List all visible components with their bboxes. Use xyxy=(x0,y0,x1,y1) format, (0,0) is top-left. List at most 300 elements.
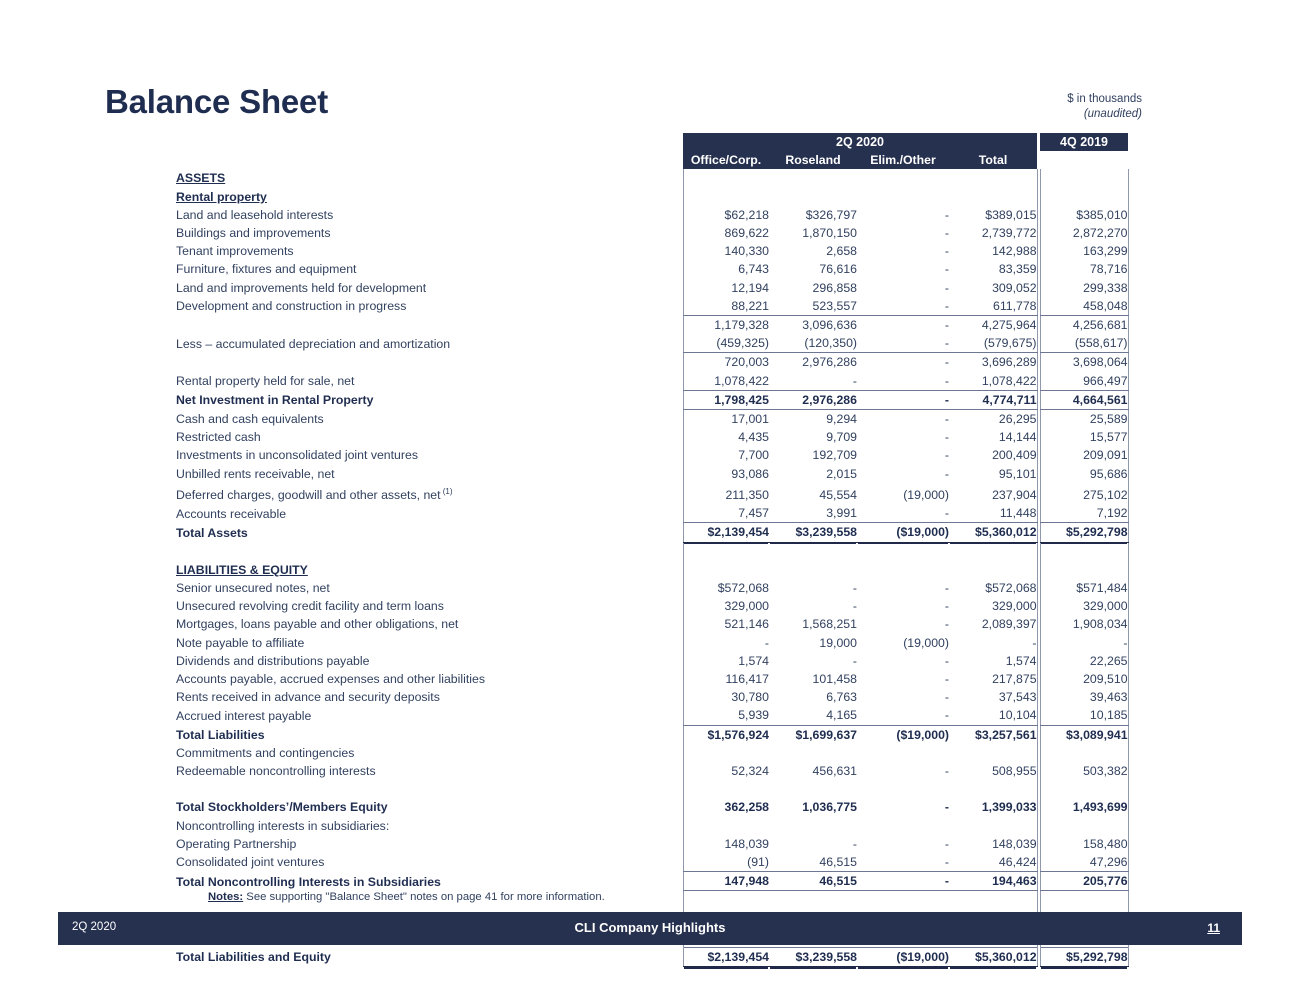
row-value xyxy=(949,688,1037,706)
row-prior-value-text: 503,382 xyxy=(1083,763,1128,778)
table-spacer-row xyxy=(176,780,1128,798)
row-value-text: - xyxy=(944,466,949,481)
section-heading-text: ASSETS xyxy=(176,171,226,186)
footnote-marker: (1) xyxy=(440,486,453,496)
row-value xyxy=(949,465,1037,483)
row-value-text: 521,146 xyxy=(724,617,769,632)
table-body xyxy=(176,169,1128,966)
row-value-text: (459,325) xyxy=(716,336,769,351)
spacer-label xyxy=(176,780,683,798)
row-value xyxy=(949,334,1037,353)
row-prior-value-text: 329,000 xyxy=(1083,599,1128,614)
row-prior-value-text: 22,265 xyxy=(1089,653,1128,668)
row-value-text: 95,101 xyxy=(998,466,1037,481)
row-value-text: ($19,000) xyxy=(896,949,949,964)
row-label-text: Note payable to affiliate xyxy=(176,635,305,650)
row-prior-value xyxy=(1040,279,1128,297)
row-prior-value xyxy=(1040,817,1128,835)
row-value-text: - xyxy=(944,448,949,463)
row-label xyxy=(176,390,683,409)
table-header-group xyxy=(176,133,1128,169)
row-value-text: 3,096,636 xyxy=(802,318,857,333)
row-value xyxy=(949,652,1037,670)
row-value xyxy=(949,725,1037,744)
row-label-text: Dividends and distributions payable xyxy=(176,653,370,668)
row-prior-value-text: $3,089,941 xyxy=(1065,727,1128,742)
row-value xyxy=(857,372,949,391)
row-value-text: 2,658 xyxy=(826,244,857,259)
row-label xyxy=(176,224,683,242)
row-value xyxy=(857,410,949,429)
row-prior-value-text: $571,484 xyxy=(1076,580,1128,595)
row-value xyxy=(949,410,1037,429)
row-value xyxy=(769,260,857,278)
row-value-text: 329,000 xyxy=(724,599,769,614)
row-value-text: $3,257,561 xyxy=(974,727,1037,742)
spacer-value xyxy=(683,891,769,910)
row-value xyxy=(857,297,949,316)
row-value xyxy=(857,579,949,597)
row-value-text: 17,001 xyxy=(731,412,769,427)
table-section-heading-row xyxy=(176,169,1128,187)
row-value xyxy=(683,297,769,316)
table-row xyxy=(176,579,1128,597)
row-prior-value-text: 15,577 xyxy=(1089,430,1128,445)
table-row xyxy=(176,242,1128,260)
row-value xyxy=(949,523,1037,542)
row-value-text: - xyxy=(944,262,949,277)
row-value xyxy=(769,523,857,542)
table-row xyxy=(176,428,1128,446)
row-value-text: - xyxy=(944,708,949,723)
row-prior-value xyxy=(1040,334,1128,353)
table-row xyxy=(176,634,1128,652)
row-value xyxy=(683,652,769,670)
row-value xyxy=(769,353,857,372)
row-prior-value-text: 2,872,270 xyxy=(1072,226,1128,241)
row-prior-value-text: 10,185 xyxy=(1089,708,1128,723)
row-value-text: 88,221 xyxy=(731,298,769,313)
row-label-text: Senior unsecured notes, net xyxy=(176,580,330,595)
row-value xyxy=(949,835,1037,853)
table-row xyxy=(176,688,1128,706)
row-value xyxy=(949,597,1037,615)
row-value xyxy=(769,169,857,187)
row-value xyxy=(683,390,769,409)
spacer-value xyxy=(949,542,1037,561)
row-value xyxy=(857,523,949,542)
row-value-text: 192,709 xyxy=(812,448,857,463)
row-value-text: 46,515 xyxy=(819,874,857,889)
row-value-text: 148,039 xyxy=(992,836,1037,851)
row-value xyxy=(769,579,857,597)
row-prior-value xyxy=(1040,188,1128,206)
row-label xyxy=(176,410,683,429)
row-value xyxy=(683,744,769,762)
row-prior-value xyxy=(1040,410,1128,429)
table-row xyxy=(176,853,1128,872)
row-label xyxy=(176,372,683,391)
row-label xyxy=(176,334,683,353)
row-label-text: Noncontrolling interests in subsidiaries: xyxy=(176,818,390,833)
row-value xyxy=(949,279,1037,297)
row-value-text: 1,036,775 xyxy=(802,800,857,815)
row-label-text: Mortgages, loans payable and other obligations, net xyxy=(176,617,459,632)
row-label-text: Less – accumulated depreciation and amortization xyxy=(176,336,451,351)
table-row xyxy=(176,279,1128,297)
table-row xyxy=(176,206,1128,224)
row-prior-value xyxy=(1040,798,1128,816)
row-value xyxy=(769,798,857,816)
spacer-label xyxy=(176,542,683,561)
row-value xyxy=(949,504,1037,523)
row-value xyxy=(769,316,857,335)
row-value-text: 1,574 xyxy=(1005,653,1037,668)
row-value-text: - xyxy=(944,430,949,445)
row-value xyxy=(683,446,769,464)
row-value-text: - xyxy=(944,671,949,686)
row-label xyxy=(176,279,683,297)
table-row xyxy=(176,725,1128,744)
row-value-text: (19,000) xyxy=(903,487,949,502)
row-value-text: 4,275,964 xyxy=(981,318,1037,333)
row-value-text: 6,743 xyxy=(738,262,769,277)
row-label xyxy=(176,446,683,464)
row-label-text: Accrued interest payable xyxy=(176,708,312,723)
row-value-text: $3,239,558 xyxy=(795,525,857,540)
row-value-text: 2,976,286 xyxy=(802,355,857,370)
row-value xyxy=(857,260,949,278)
row-prior-value-text: 47,296 xyxy=(1089,854,1128,869)
row-value-text: 456,631 xyxy=(812,763,857,778)
row-value xyxy=(857,597,949,615)
row-value-text: - xyxy=(944,653,949,668)
row-value-text: ($19,000) xyxy=(896,525,949,540)
row-value-text: 296,858 xyxy=(812,280,857,295)
row-value-text: 46,515 xyxy=(819,854,857,869)
row-value xyxy=(683,670,769,688)
row-value xyxy=(683,410,769,429)
column-header-elim-other: Elim./Other xyxy=(857,151,949,169)
row-prior-value-text: $5,292,798 xyxy=(1065,525,1128,540)
row-label xyxy=(176,762,683,780)
column-header-blank xyxy=(176,151,683,169)
row-value xyxy=(949,634,1037,652)
row-value xyxy=(683,372,769,391)
row-label xyxy=(176,206,683,224)
row-value-text: 26,295 xyxy=(998,412,1037,427)
row-label xyxy=(176,947,683,966)
row-value xyxy=(857,762,949,780)
table-row xyxy=(176,316,1128,335)
row-prior-value xyxy=(1040,446,1128,464)
table-row xyxy=(176,483,1128,504)
row-value-text: 45,554 xyxy=(819,487,857,502)
row-value xyxy=(857,446,949,464)
row-value-text: - xyxy=(944,412,949,427)
row-value xyxy=(769,279,857,297)
row-value-text: 200,409 xyxy=(992,448,1037,463)
row-value-text: - xyxy=(944,599,949,614)
row-value xyxy=(949,615,1037,633)
row-prior-value xyxy=(1040,706,1128,725)
units-currency: $ in thousands xyxy=(1067,93,1142,105)
row-value-text: $572,068 xyxy=(985,580,1037,595)
row-value-text: 329,000 xyxy=(992,599,1037,614)
row-value xyxy=(683,706,769,725)
row-label xyxy=(176,242,683,260)
units-note xyxy=(1067,92,1142,122)
row-value-text: 19,000 xyxy=(819,635,857,650)
table-row xyxy=(176,652,1128,670)
row-value-text: 83,359 xyxy=(998,262,1037,277)
row-prior-value xyxy=(1040,561,1128,579)
row-value xyxy=(949,428,1037,446)
row-value xyxy=(769,483,857,504)
row-value xyxy=(769,725,857,744)
row-value xyxy=(683,523,769,542)
row-value xyxy=(683,725,769,744)
row-prior-value-text: 205,776 xyxy=(1083,874,1128,889)
row-value-text: $572,068 xyxy=(717,580,769,595)
row-label xyxy=(176,260,683,278)
row-value-text: 1,870,150 xyxy=(802,226,857,241)
row-value xyxy=(857,947,949,966)
row-value xyxy=(769,428,857,446)
row-prior-value xyxy=(1040,316,1128,335)
row-label xyxy=(176,652,683,670)
row-value-text: 194,463 xyxy=(992,874,1037,889)
row-value xyxy=(769,688,857,706)
row-value xyxy=(857,316,949,335)
row-label xyxy=(176,169,683,187)
row-value xyxy=(857,465,949,483)
row-value xyxy=(857,504,949,523)
row-value xyxy=(857,634,949,652)
row-value xyxy=(949,188,1037,206)
row-value xyxy=(857,334,949,353)
table-row xyxy=(176,615,1128,633)
row-value-text: - xyxy=(944,355,949,370)
row-value xyxy=(683,835,769,853)
spacer-prior xyxy=(1040,891,1128,910)
row-value-text: (579,675) xyxy=(983,336,1037,351)
row-prior-value-text: 299,338 xyxy=(1083,280,1128,295)
row-value-text: 5,939 xyxy=(738,708,769,723)
table-row xyxy=(176,372,1128,391)
row-value-text: 1,568,251 xyxy=(802,617,857,632)
row-label-text: Rents received in advance and security deposits xyxy=(176,690,440,705)
row-label xyxy=(176,706,683,725)
row-value-text: ($19,000) xyxy=(896,727,949,742)
table-row xyxy=(176,817,1128,835)
row-prior-value-text: 39,463 xyxy=(1089,690,1128,705)
table-period-header-row xyxy=(176,133,1128,151)
row-prior-value xyxy=(1040,947,1128,966)
row-prior-value-text: 1,908,034 xyxy=(1072,617,1128,632)
column-header-prior-blank xyxy=(1040,151,1128,169)
row-value xyxy=(949,206,1037,224)
table-row xyxy=(176,670,1128,688)
table-row xyxy=(176,597,1128,615)
row-label xyxy=(176,428,683,446)
row-label-text: Land and leasehold interests xyxy=(176,207,334,222)
row-value xyxy=(769,334,857,353)
row-value-text: 93,086 xyxy=(731,466,769,481)
row-prior-value xyxy=(1040,206,1128,224)
row-value xyxy=(683,504,769,523)
row-value-text: - xyxy=(944,763,949,778)
row-prior-value xyxy=(1040,725,1128,744)
row-prior-value xyxy=(1040,260,1128,278)
row-value xyxy=(769,465,857,483)
row-value-text: - xyxy=(944,244,949,259)
table-row xyxy=(176,224,1128,242)
row-value-text: $1,576,924 xyxy=(707,727,769,742)
row-label-text: Net Investment in Rental Property xyxy=(176,393,374,408)
table-section-heading-row xyxy=(176,188,1128,206)
row-label-text: Unbilled rents receivable, net xyxy=(176,466,335,481)
row-value-text: 1,574 xyxy=(738,653,769,668)
spacer-value xyxy=(769,542,857,561)
row-value xyxy=(769,446,857,464)
table-spacer-row xyxy=(176,542,1128,561)
row-label xyxy=(176,188,683,206)
table-row xyxy=(176,390,1128,409)
row-prior-value-text: 3,698,064 xyxy=(1072,355,1128,370)
row-prior-value-text: 458,048 xyxy=(1083,298,1128,313)
row-label xyxy=(176,725,683,744)
row-label xyxy=(176,297,683,316)
row-value-text: 76,616 xyxy=(819,262,857,277)
row-prior-value xyxy=(1040,297,1128,316)
row-value-text: - xyxy=(944,298,949,313)
row-prior-value xyxy=(1040,652,1128,670)
row-value xyxy=(857,224,949,242)
row-label xyxy=(176,688,683,706)
table-row xyxy=(176,744,1128,762)
row-value xyxy=(769,206,857,224)
row-value-text: $326,797 xyxy=(805,207,857,222)
row-value xyxy=(683,798,769,816)
row-value xyxy=(769,652,857,670)
row-value-text: $1,699,637 xyxy=(795,727,857,742)
row-label-text: Deferred charges, goodwill and other assets, net xyxy=(176,487,441,502)
spacer-value xyxy=(683,780,769,798)
row-prior-value-text: 7,192 xyxy=(1096,506,1128,521)
row-value-text: 1,399,033 xyxy=(981,800,1037,815)
row-prior-value xyxy=(1040,428,1128,446)
row-value xyxy=(769,504,857,523)
row-prior-value xyxy=(1040,670,1128,688)
row-value-text: 362,258 xyxy=(724,800,769,815)
table-section-heading-row xyxy=(176,561,1128,579)
row-value xyxy=(769,706,857,725)
row-value xyxy=(769,297,857,316)
table-row xyxy=(176,872,1128,891)
row-value xyxy=(857,242,949,260)
row-label xyxy=(176,561,683,579)
table-row xyxy=(176,297,1128,316)
row-value xyxy=(683,353,769,372)
section-heading-text: Rental property xyxy=(176,189,267,204)
row-value xyxy=(857,817,949,835)
row-value xyxy=(949,260,1037,278)
row-value xyxy=(769,242,857,260)
row-label xyxy=(176,853,683,872)
footer-period: 2Q 2020 xyxy=(72,921,117,933)
row-value xyxy=(769,670,857,688)
row-value-text: 52,324 xyxy=(731,763,769,778)
row-value-text: $389,015 xyxy=(985,207,1037,222)
row-value xyxy=(683,316,769,335)
row-value-text: 1,078,422 xyxy=(714,373,769,388)
row-value xyxy=(769,615,857,633)
row-value xyxy=(769,634,857,652)
row-value xyxy=(683,260,769,278)
row-prior-value-text: 163,299 xyxy=(1083,244,1128,259)
row-value xyxy=(857,853,949,872)
row-label-text: Operating Partnership xyxy=(176,836,297,851)
row-value-text: 611,778 xyxy=(992,298,1037,313)
row-value-text: 1,078,422 xyxy=(981,373,1037,388)
row-label-text: Total Liabilities and Equity xyxy=(176,950,331,965)
row-prior-value-text: $385,010 xyxy=(1076,207,1128,222)
row-value-text: - xyxy=(944,506,949,521)
row-value xyxy=(769,224,857,242)
footer-page-number: 11 xyxy=(1207,921,1220,935)
row-label xyxy=(176,579,683,597)
row-value xyxy=(857,835,949,853)
row-value xyxy=(949,224,1037,242)
header-2q-2020: 2Q 2020 xyxy=(683,133,1037,151)
row-value xyxy=(949,744,1037,762)
row-value xyxy=(857,390,949,409)
row-value xyxy=(857,615,949,633)
row-label xyxy=(176,634,683,652)
row-label-text: Restricted cash xyxy=(176,430,261,445)
row-label xyxy=(176,597,683,615)
slide-footer xyxy=(58,912,1242,945)
row-prior-value-text: 275,102 xyxy=(1083,487,1128,502)
row-prior-value xyxy=(1040,483,1128,504)
row-value-text: 7,457 xyxy=(738,506,769,521)
row-label xyxy=(176,483,683,504)
row-value-text: 116,417 xyxy=(725,671,769,686)
spacer-value xyxy=(683,542,769,561)
row-label xyxy=(176,504,683,523)
row-label xyxy=(176,817,683,835)
row-value-text: - xyxy=(944,318,949,333)
row-prior-value-text: 4,664,561 xyxy=(1072,392,1128,407)
row-value xyxy=(857,872,949,891)
row-value-text: - xyxy=(944,373,949,388)
row-value xyxy=(949,353,1037,372)
row-value xyxy=(769,561,857,579)
row-value xyxy=(949,706,1037,725)
row-value-text: 9,709 xyxy=(826,430,857,445)
table-row xyxy=(176,947,1128,966)
row-value-text: - xyxy=(1032,635,1037,650)
row-value xyxy=(949,853,1037,872)
spacer-value xyxy=(857,542,949,561)
row-prior-value xyxy=(1040,744,1128,762)
row-value-text: (91) xyxy=(747,854,769,869)
row-value-text: $62,218 xyxy=(724,207,769,222)
row-value-text: 523,557 xyxy=(812,298,857,313)
row-prior-value xyxy=(1040,169,1128,187)
row-value-text: 140,330 xyxy=(724,244,769,259)
